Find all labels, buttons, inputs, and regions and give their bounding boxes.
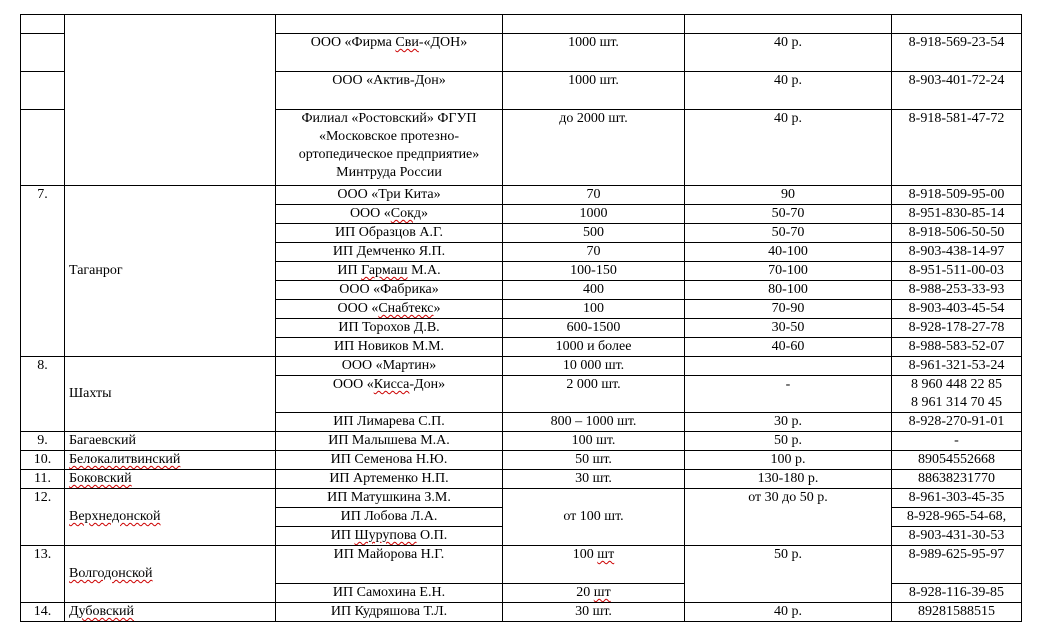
- price-cell: 50 р.: [685, 432, 892, 451]
- table-row: [21, 603, 1022, 622]
- phone-cell: 88638231770: [892, 470, 1022, 489]
- price-cell: 70-100: [685, 262, 892, 281]
- qty-cell: 2 000 шт.: [503, 376, 685, 413]
- price-cell: 50-70: [685, 224, 892, 243]
- phone-cell: 8-951-511-00-03: [892, 262, 1022, 281]
- org-cell: ИП Торохов Д.В.: [276, 319, 503, 338]
- phone-cell: 8-988-253-33-93: [892, 281, 1022, 300]
- row-number: [21, 34, 65, 72]
- phone-cell: [892, 15, 1022, 34]
- price-cell: 40 р.: [685, 72, 892, 110]
- table-row: [21, 470, 1022, 489]
- qty-cell: 600-1500: [503, 319, 685, 338]
- org-cell: ИП Образцов А.Г.: [276, 224, 503, 243]
- org-cell: ООО «Фирма Сви-«ДОН»: [276, 34, 503, 72]
- row-number: 12.: [21, 489, 65, 546]
- row-number: 10.: [21, 451, 65, 470]
- qty-cell: 70: [503, 243, 685, 262]
- phone-cell: 89281588515: [892, 603, 1022, 622]
- row-number: 8.: [21, 357, 65, 432]
- row-number: [21, 15, 65, 34]
- price-cell: 70-90: [685, 300, 892, 319]
- org-cell: ИП Демченко Я.П.: [276, 243, 503, 262]
- phone-cell: 89054552668: [892, 451, 1022, 470]
- phone-cell: [892, 376, 1022, 413]
- org-cell: ИП Гармаш М.А.: [276, 262, 503, 281]
- qty-cell: 1000: [503, 205, 685, 224]
- phone-line: 8 960 448 22 85: [911, 377, 1002, 392]
- price-cell: 40 р.: [685, 110, 892, 186]
- org-cell: ООО «Фабрика»: [276, 281, 503, 300]
- qty-cell: 30 шт.: [503, 603, 685, 622]
- price-cell: 30-50: [685, 319, 892, 338]
- district-cell: Шахты: [65, 357, 276, 432]
- qty-cell: 100 шт: [503, 546, 685, 584]
- district-cell: Белокалитвинский: [65, 451, 276, 470]
- phone-cell: -: [892, 432, 1022, 451]
- price-cell: 100 р.: [685, 451, 892, 470]
- phone-cell: 8-928-116-39-85: [892, 584, 1022, 603]
- phone-cell: 8-903-403-45-54: [892, 300, 1022, 319]
- price-cell: 40 р.: [685, 603, 892, 622]
- table-row: [21, 15, 1022, 34]
- table-row: [21, 186, 1022, 205]
- qty-cell: 50 шт.: [503, 451, 685, 470]
- org-cell: ООО «Сокд»: [276, 205, 503, 224]
- qty-cell: 100 шт.: [503, 432, 685, 451]
- qty-cell: 400: [503, 281, 685, 300]
- price-cell: 40-60: [685, 338, 892, 357]
- phone-cell: 8-903-431-30-53: [892, 527, 1022, 546]
- price-cell: 40 р.: [685, 34, 892, 72]
- org-cell: ИП Семенова Н.Ю.: [276, 451, 503, 470]
- district-cell: Волгодонской: [65, 546, 276, 603]
- row-number: [21, 110, 65, 186]
- qty-cell: 70: [503, 186, 685, 205]
- phone-line: 8 961 314 70 45: [911, 395, 1002, 410]
- phone-cell: 8-928-965-54-68,: [892, 508, 1022, 527]
- qty-cell: 30 шт.: [503, 470, 685, 489]
- table-row: [21, 546, 1022, 584]
- row-number: 11.: [21, 470, 65, 489]
- district-cell: Таганрог: [65, 186, 276, 357]
- qty-cell: от 100 шт.: [503, 489, 685, 546]
- org-cell: ИП Матушкина З.М.: [276, 489, 503, 508]
- price-cell: 130-180 р.: [685, 470, 892, 489]
- row-number: 7.: [21, 186, 65, 357]
- org-cell: ИП Майорова Н.Г.: [276, 546, 503, 584]
- org-cell: ИП Шурупова О.П.: [276, 527, 503, 546]
- table-row: [21, 432, 1022, 451]
- qty-cell: 1000 и более: [503, 338, 685, 357]
- org-cell: [276, 15, 503, 34]
- price-cell: от 30 до 50 р.: [685, 489, 892, 546]
- phone-cell: 8-951-830-85-14: [892, 205, 1022, 224]
- org-cell: ООО «Актив-Дон»: [276, 72, 503, 110]
- price-cell: 50 р.: [685, 546, 892, 603]
- phone-cell: 8-918-569-23-54: [892, 34, 1022, 72]
- qty-cell: до 2000 шт.: [503, 110, 685, 186]
- org-cell: ИП Лобова Л.А.: [276, 508, 503, 527]
- phone-cell: 8-988-583-52-07: [892, 338, 1022, 357]
- org-cell: ООО «Снабтекс»: [276, 300, 503, 319]
- qty-cell: 100: [503, 300, 685, 319]
- phone-cell: 8-918-581-47-72: [892, 110, 1022, 186]
- table-row: [21, 357, 1022, 376]
- qty-cell: 10 000 шт.: [503, 357, 685, 376]
- org-cell: Филиал «Ростовский» ФГУП «Московское протезно-ортопедическое предприятие» Минтруда России: [276, 110, 503, 186]
- org-cell: ИП Самохина Е.Н.: [276, 584, 503, 603]
- phone-cell: 8-903-401-72-24: [892, 72, 1022, 110]
- table-row: [21, 451, 1022, 470]
- district-cell: Боковский: [65, 470, 276, 489]
- org-cell: ООО «Кисса-Дон»: [276, 376, 503, 413]
- row-number: 9.: [21, 432, 65, 451]
- phone-cell: 8-903-438-14-97: [892, 243, 1022, 262]
- price-cell: 50-70: [685, 205, 892, 224]
- suppliers-table: [20, 14, 1022, 622]
- qty-cell: 100-150: [503, 262, 685, 281]
- district-cell: [65, 15, 276, 186]
- org-cell: ООО «Три Кита»: [276, 186, 503, 205]
- qty-cell: [503, 15, 685, 34]
- qty-cell: 20 шт: [503, 584, 685, 603]
- phone-cell: 8-928-178-27-78: [892, 319, 1022, 338]
- phone-cell: 8-961-321-53-24: [892, 357, 1022, 376]
- price-cell: -: [685, 376, 892, 413]
- org-cell: ИП Артеменко Н.П.: [276, 470, 503, 489]
- phone-cell: 8-918-506-50-50: [892, 224, 1022, 243]
- org-cell: ИП Лимарева С.П.: [276, 413, 503, 432]
- row-number: 13.: [21, 546, 65, 603]
- phone-cell: 8-928-270-91-01: [892, 413, 1022, 432]
- qty-cell: 800 – 1000 шт.: [503, 413, 685, 432]
- price-cell: [685, 15, 892, 34]
- district-cell: Верхнедонской: [65, 489, 276, 546]
- phone-cell: 8-961-303-45-35: [892, 489, 1022, 508]
- row-number: [21, 72, 65, 110]
- org-cell: ИП Малышева М.А.: [276, 432, 503, 451]
- qty-cell: 1000 шт.: [503, 72, 685, 110]
- qty-cell: 500: [503, 224, 685, 243]
- district-cell: Дубовский: [65, 603, 276, 622]
- row-number: 14.: [21, 603, 65, 622]
- phone-cell: 8-918-509-95-00: [892, 186, 1022, 205]
- org-cell: ООО «Мартин»: [276, 357, 503, 376]
- district-cell: Багаевский: [65, 432, 276, 451]
- table-row: [21, 489, 1022, 508]
- price-cell: 30 р.: [685, 413, 892, 432]
- qty-cell: 1000 шт.: [503, 34, 685, 72]
- org-cell: ИП Новиков М.М.: [276, 338, 503, 357]
- price-cell: 80-100: [685, 281, 892, 300]
- org-cell: ИП Кудряшова Т.Л.: [276, 603, 503, 622]
- price-cell: [685, 357, 892, 376]
- price-cell: 40-100: [685, 243, 892, 262]
- price-cell: 90: [685, 186, 892, 205]
- phone-cell: 8-989-625-95-97: [892, 546, 1022, 584]
